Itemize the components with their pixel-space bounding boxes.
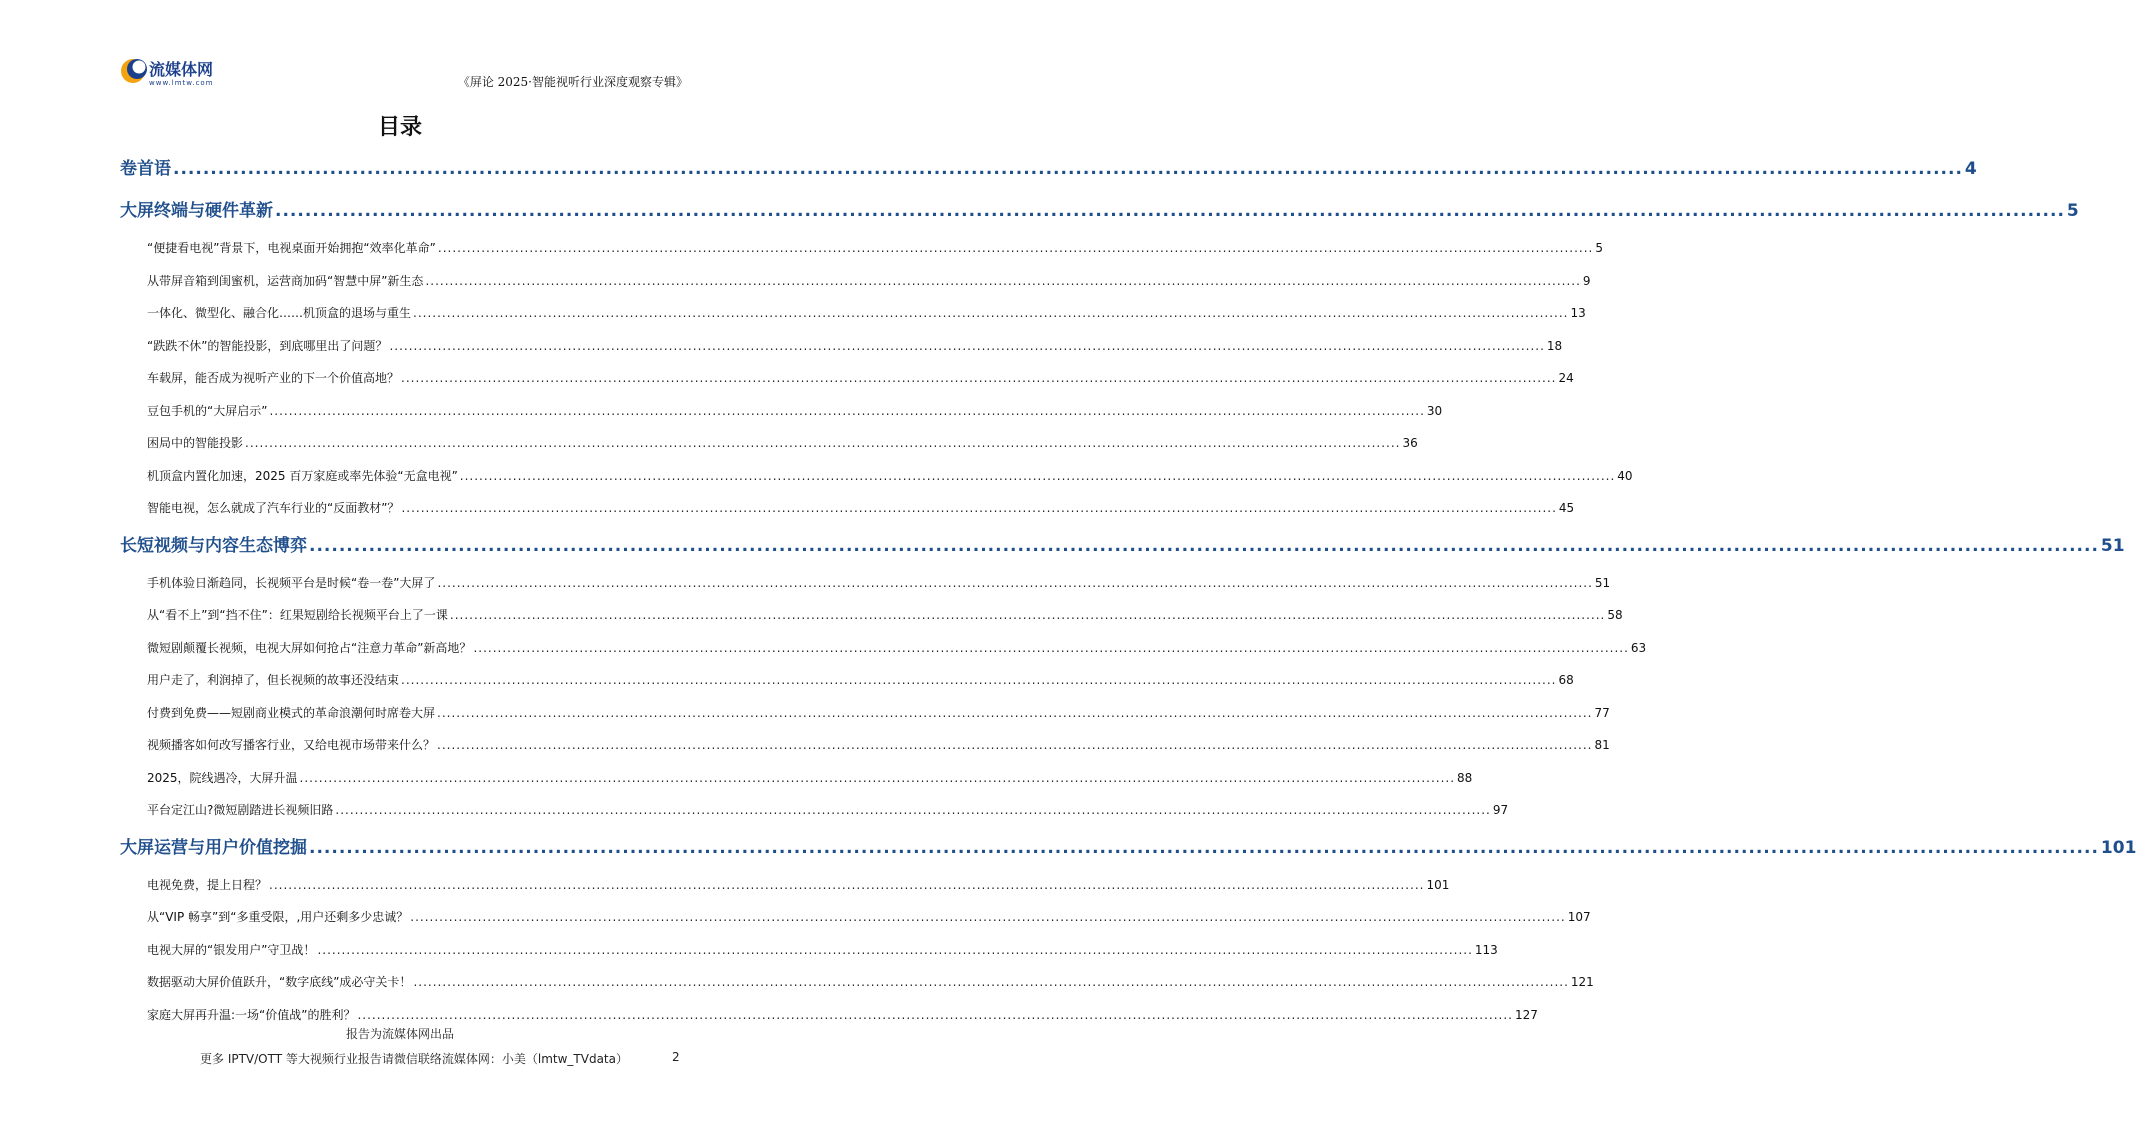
toc-entry-page: 77 [1594, 705, 1610, 720]
toc-section[interactable] [120, 190, 2079, 232]
toc-section-page: 4 [1964, 159, 1977, 179]
toc-entry-page: 40 [1617, 468, 1633, 483]
toc-entry-page: 101 [1426, 877, 1450, 892]
toc-entry[interactable] [120, 395, 1443, 428]
toc-entry[interactable] [120, 869, 1450, 902]
dot-leader [269, 395, 1424, 428]
toc-entry-page: 68 [1558, 673, 1574, 687]
dot-leader [389, 330, 1544, 363]
toc-entry[interactable] [120, 492, 1575, 525]
toc-entry-page: 5 [1595, 241, 1603, 255]
dot-leader [401, 664, 1556, 697]
toc-entry-page: 13 [1570, 306, 1586, 320]
toc-entry-title: 电视大屏的“银发用户”守卫战！ [147, 942, 316, 957]
dot-leader [437, 567, 1592, 600]
toc-entry-title: 平台定江山?微短剧踏进长视频旧路 [147, 803, 334, 817]
toc-entry-page: 113 [1474, 942, 1498, 957]
special-issue-title: 《屏论 2025·智能视听行业深度观察专辑》 [457, 75, 688, 89]
toc-entry[interactable] [120, 697, 1610, 730]
dot-leader [309, 827, 2099, 869]
toc-entry[interactable] [120, 427, 1418, 460]
toc-section-page: 101 [2100, 837, 2136, 858]
dot-leader [425, 265, 1580, 298]
toc-entry[interactable] [120, 729, 1610, 762]
lmtw-logo[interactable] [120, 56, 240, 92]
toc-entry-title: 机顶盒内置化加速，2025 百万家庭或率先体验“无盒电视” [147, 468, 458, 483]
dot-leader [473, 632, 1628, 665]
toc-entry-title: 付费到免费——短剧商业模式的革命浪潮何时席卷大屏 [147, 705, 436, 720]
toc-entry-title: “跌跌不休”的智能投影，到底哪里出了问题？ [147, 338, 388, 353]
logo-url: www.lmtw.com [149, 79, 214, 87]
toc-section[interactable] [120, 148, 1977, 190]
table-of-contents [120, 148, 2136, 1031]
toc-entry[interactable] [120, 265, 1591, 298]
dot-leader [309, 525, 2099, 567]
toc-section[interactable] [120, 827, 2136, 869]
dot-leader [335, 794, 1490, 827]
toc-section-title: 卷首语 [120, 159, 171, 179]
dot-leader [438, 232, 1593, 265]
toc-entry-title: 从带屏音箱到闺蜜机，运营商加码“智慧中屏”新生态 [147, 273, 424, 288]
toc-entry-title: 数据驱动大屏价值跃升，“数字底线”成必守关卡！ [147, 975, 412, 989]
dot-leader [401, 492, 1556, 525]
toc-entry-page: 81 [1594, 738, 1610, 752]
dot-leader [410, 901, 1565, 934]
dot-leader [275, 190, 2065, 232]
logo-crescent-icon [120, 58, 146, 84]
toc-entry[interactable] [120, 762, 1473, 795]
toc-entry[interactable] [120, 599, 1623, 632]
toc-entry[interactable] [120, 232, 1603, 265]
toc-entry-page: 127 [1514, 1007, 1538, 1022]
dot-leader [317, 934, 1472, 967]
dot-leader [245, 427, 1400, 460]
toc-entry-page: 24 [1558, 371, 1574, 385]
toc-entry[interactable] [120, 794, 1509, 827]
dot-leader [300, 762, 1455, 795]
toc-entry-title: 电视免费，提上日程？ [147, 877, 268, 892]
toc-entry-title: 从“看不上”到“挡不住”：红果短剧给长视频平台上了一课 [147, 608, 448, 622]
toc-entry-title: 2025，院线遇冷，大屏升温 [147, 770, 298, 785]
toc-entry[interactable] [120, 901, 1591, 934]
footer-contact: 更多 IPTV/OTT 等大视频行业报告请微信联络流媒体网：小美（lmtw_TVdata） [200, 1052, 628, 1066]
logo-name: 流媒体网 [149, 60, 214, 79]
toc-entry-page: 107 [1567, 910, 1591, 924]
dot-leader [450, 599, 1605, 632]
dot-leader [437, 729, 1592, 762]
toc-entry-page: 51 [1594, 575, 1611, 590]
toc-title: 目录 [377, 115, 422, 140]
page-number: 2 [672, 1050, 680, 1064]
toc-section[interactable] [120, 525, 2125, 567]
toc-entry-title: 视频播客如何改写播客行业，又给电视市场带来什么？ [147, 738, 436, 752]
dot-leader [413, 966, 1568, 999]
toc-entry-title: “便捷看电视”背景下，电视桌面开始拥抱“效率化革命” [147, 241, 436, 255]
toc-entry-title: 车载屏，能否成为视听产业的下一个价值高地？ [147, 371, 400, 385]
toc-entry-title: 用户走了，利润掉了，但长视频的故事还没结束 [147, 673, 400, 687]
toc-entry-title: 家庭大屏再升温:一场“价值战”的胜利？ [147, 1007, 356, 1022]
page-header [0, 0, 800, 100]
toc-entry-page: 36 [1402, 436, 1418, 450]
dot-leader [269, 869, 1424, 902]
toc-entry[interactable] [120, 362, 1574, 395]
toc-entry-title: 从“VIP 畅享”到“多重受限，,用户还剩多少忠诚？ [147, 910, 409, 924]
dot-leader [401, 362, 1556, 395]
toc-section-title: 大屏运营与用户价值挖掘 [120, 837, 307, 858]
toc-entry-page: 18 [1546, 338, 1563, 353]
toc-entry[interactable] [120, 567, 1611, 600]
dot-leader [413, 297, 1568, 330]
toc-entry[interactable] [120, 664, 1574, 697]
toc-entry-title: 智能电视，怎么就成了汽车行业的“反面教材”？ [147, 501, 400, 515]
toc-entry-title: 困局中的智能投影 [147, 436, 244, 450]
dot-leader [460, 460, 1615, 493]
toc-section-title: 长短视频与内容生态博弈 [120, 535, 307, 556]
toc-section-page: 51 [2100, 535, 2125, 556]
toc-entry-title: 一体化、微型化、融合化……机顶盒的退场与重生 [147, 306, 412, 320]
toc-entry-page: 45 [1558, 501, 1575, 515]
toc-entry-title: 豆包手机的“大屏启示” [147, 403, 268, 418]
toc-entry[interactable] [120, 330, 1563, 363]
dot-leader [173, 148, 1963, 190]
toc-entry-page: 63 [1630, 640, 1647, 655]
footer-credit: 报告为流媒体网出品 [345, 1027, 454, 1041]
toc-entry-page: 30 [1426, 403, 1443, 418]
toc-section-page: 5 [2066, 201, 2079, 221]
toc-entry-page: 88 [1457, 770, 1473, 785]
toc-entry-page: 97 [1492, 803, 1509, 817]
toc-entry[interactable] [120, 934, 1498, 967]
toc-entry[interactable] [120, 966, 1594, 999]
toc-entry-page: 58 [1607, 608, 1623, 622]
dot-leader [437, 697, 1592, 730]
toc-entry[interactable] [120, 297, 1586, 330]
toc-entry[interactable] [120, 460, 1633, 493]
toc-entry-title: 微短剧颠覆长视频，电视大屏如何抢占“注意力革命”新高地？ [147, 640, 472, 655]
toc-entry-title: 手机体验日渐趋同，长视频平台是时候“卷一卷”大屏了 [147, 575, 436, 590]
toc-entry-page: 121 [1570, 975, 1594, 989]
toc-entry-page: 9 [1582, 273, 1591, 288]
toc-entry[interactable] [120, 632, 1647, 665]
toc-section-title: 大屏终端与硬件革新 [120, 201, 273, 221]
